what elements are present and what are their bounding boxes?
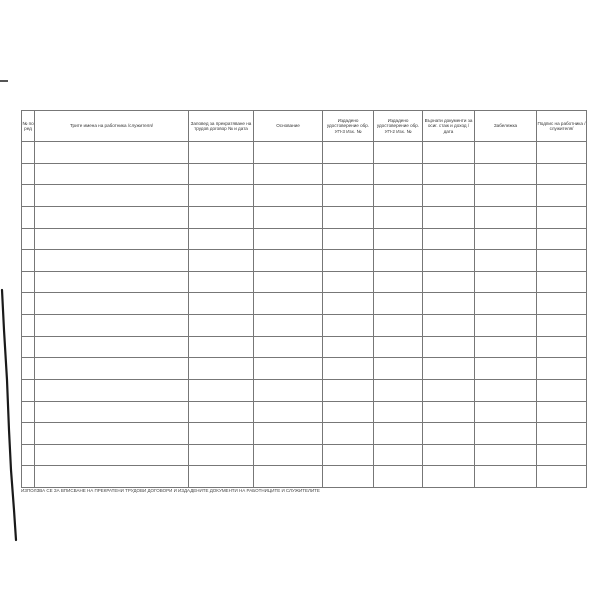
table-cell — [254, 271, 323, 293]
table-cell — [475, 206, 537, 228]
table-cell — [475, 466, 537, 488]
table-cell — [189, 466, 254, 488]
table-cell — [35, 271, 189, 293]
table-cell — [374, 444, 423, 466]
table-cell — [475, 228, 537, 250]
table-cell — [475, 358, 537, 380]
table-cell — [22, 336, 35, 358]
table-cell — [323, 315, 374, 337]
table-cell — [189, 206, 254, 228]
table-cell — [537, 206, 587, 228]
footer-note: ИЗПОЛЗВА СЕ ЗА ВПИСВАНЕ НА ПРЕКРАТЕНИ ТРУДОВИ ДОГОВОРИ И ИЗДАДЕНИТЕ ДОКУМЕНТИ НА РАБОТНИЦИТЕ И СЛУЖИТЕЛИТЕ — [21, 488, 320, 493]
table-cell — [323, 163, 374, 185]
table-cell — [537, 293, 587, 315]
table-cell — [537, 142, 587, 164]
table-cell — [374, 228, 423, 250]
table-cell — [254, 315, 323, 337]
table-cell — [22, 423, 35, 445]
table-cell — [475, 401, 537, 423]
table-cell — [189, 142, 254, 164]
table-cell — [35, 336, 189, 358]
header-certificate-up3: Издадено удостоверение обр. УП-3 Изх. № — [323, 111, 374, 142]
table-cell — [254, 444, 323, 466]
table-cell — [22, 379, 35, 401]
table-cell — [423, 206, 475, 228]
table-cell — [22, 228, 35, 250]
table-cell — [189, 358, 254, 380]
table-cell — [537, 401, 587, 423]
table-row — [22, 358, 587, 380]
table-cell — [374, 206, 423, 228]
table-cell — [475, 142, 537, 164]
table-cell — [189, 423, 254, 445]
table-cell — [323, 401, 374, 423]
table-cell — [22, 250, 35, 272]
table-cell — [323, 293, 374, 315]
table-row — [22, 163, 587, 185]
table-cell — [537, 185, 587, 207]
table-cell — [189, 228, 254, 250]
table-row — [22, 293, 587, 315]
table-cell — [423, 358, 475, 380]
table-cell — [35, 228, 189, 250]
table-cell — [22, 444, 35, 466]
table-cell — [189, 336, 254, 358]
table-row — [22, 228, 587, 250]
scan-mark — [0, 80, 8, 82]
table-cell — [22, 185, 35, 207]
table-cell — [423, 379, 475, 401]
table-cell — [35, 315, 189, 337]
table-cell — [475, 315, 537, 337]
table-cell — [323, 228, 374, 250]
table-cell — [35, 142, 189, 164]
table-cell — [323, 423, 374, 445]
table-cell — [475, 293, 537, 315]
table-cell — [22, 206, 35, 228]
table-row — [22, 142, 587, 164]
table-cell — [35, 163, 189, 185]
table-cell — [423, 423, 475, 445]
table-cell — [323, 336, 374, 358]
table-cell — [35, 185, 189, 207]
table-row — [22, 315, 587, 337]
table-cell — [374, 185, 423, 207]
table-cell — [35, 444, 189, 466]
table-cell — [374, 358, 423, 380]
table-cell — [189, 401, 254, 423]
table-cell — [423, 185, 475, 207]
table-cell — [22, 293, 35, 315]
table-cell — [323, 142, 374, 164]
table-cell — [374, 271, 423, 293]
table-cell — [189, 444, 254, 466]
table-cell — [35, 250, 189, 272]
table-cell — [323, 250, 374, 272]
table-cell — [537, 250, 587, 272]
table-cell — [537, 228, 587, 250]
table-cell — [423, 163, 475, 185]
table-cell — [254, 358, 323, 380]
table-cell — [537, 379, 587, 401]
table-cell — [22, 466, 35, 488]
register-body — [22, 142, 587, 488]
table-cell — [537, 358, 587, 380]
table-row — [22, 336, 587, 358]
header-row — [22, 111, 587, 142]
table-cell — [374, 142, 423, 164]
table-cell — [254, 250, 323, 272]
table-cell — [423, 293, 475, 315]
table-cell — [22, 163, 35, 185]
table-cell — [423, 315, 475, 337]
table-cell — [254, 336, 323, 358]
table-cell — [254, 185, 323, 207]
table-cell — [423, 444, 475, 466]
table-cell — [323, 206, 374, 228]
table-cell — [22, 358, 35, 380]
table-cell — [423, 228, 475, 250]
table-cell — [189, 293, 254, 315]
table-cell — [537, 466, 587, 488]
table-cell — [537, 163, 587, 185]
table-cell — [475, 163, 537, 185]
table-cell — [22, 401, 35, 423]
table-cell — [35, 466, 189, 488]
table-cell — [374, 163, 423, 185]
header-returned-documents: Върнати документи за осиг. стаж и доход / дата — [423, 111, 475, 142]
table-cell — [189, 185, 254, 207]
table-row — [22, 271, 587, 293]
table-cell — [374, 315, 423, 337]
table-cell — [254, 401, 323, 423]
table-cell — [254, 206, 323, 228]
table-cell — [35, 423, 189, 445]
table-cell — [374, 250, 423, 272]
table-cell — [537, 423, 587, 445]
table-row — [22, 379, 587, 401]
table-cell — [323, 271, 374, 293]
table-cell — [254, 379, 323, 401]
table-cell — [189, 163, 254, 185]
table-cell — [475, 185, 537, 207]
table-row — [22, 206, 587, 228]
table-cell — [22, 271, 35, 293]
table-cell — [35, 401, 189, 423]
table-cell — [475, 423, 537, 445]
table-cell — [537, 315, 587, 337]
table-cell — [323, 358, 374, 380]
table-cell — [475, 444, 537, 466]
header-signature: Подпис на работника /служителя/ — [537, 111, 587, 142]
table-cell — [537, 336, 587, 358]
table-cell — [537, 271, 587, 293]
table-cell — [374, 423, 423, 445]
header-employee-name: Трите имена на работника /служителя/ — [35, 111, 189, 142]
table-cell — [475, 250, 537, 272]
table-cell — [475, 271, 537, 293]
table-cell — [374, 293, 423, 315]
header-basis: Основание — [254, 111, 323, 142]
table-cell — [423, 271, 475, 293]
table-row — [22, 250, 587, 272]
table-cell — [254, 228, 323, 250]
header-note: Забележка — [475, 111, 537, 142]
table-cell — [189, 379, 254, 401]
table-cell — [254, 423, 323, 445]
table-cell — [475, 379, 537, 401]
table-cell — [22, 142, 35, 164]
table-cell — [35, 379, 189, 401]
table-cell — [254, 466, 323, 488]
table-cell — [35, 358, 189, 380]
table-cell — [374, 379, 423, 401]
table-cell — [35, 206, 189, 228]
table-row — [22, 401, 587, 423]
table-cell — [254, 293, 323, 315]
table-cell — [189, 315, 254, 337]
table-cell — [423, 401, 475, 423]
table-row — [22, 444, 587, 466]
table-cell — [189, 271, 254, 293]
table-cell — [423, 142, 475, 164]
table-cell — [323, 185, 374, 207]
table-cell — [374, 401, 423, 423]
table-cell — [374, 336, 423, 358]
table-cell — [323, 444, 374, 466]
register-table — [21, 110, 587, 488]
table-cell — [323, 379, 374, 401]
header-termination-order: Заповед за прекратяване на трудов договор № и дата — [189, 111, 254, 142]
table-cell — [35, 293, 189, 315]
table-cell — [423, 250, 475, 272]
table-cell — [423, 466, 475, 488]
table-row — [22, 185, 587, 207]
table-cell — [22, 315, 35, 337]
table-cell — [254, 142, 323, 164]
table-cell — [475, 336, 537, 358]
header-certificate-up2: Издадено удостоверение обр. УП-2 Изх. № — [374, 111, 423, 142]
table-cell — [423, 336, 475, 358]
table-cell — [374, 466, 423, 488]
table-cell — [323, 466, 374, 488]
table-row — [22, 423, 587, 445]
table-cell — [537, 444, 587, 466]
table-cell — [189, 250, 254, 272]
header-row-number: № по ред — [22, 111, 35, 142]
table-cell — [254, 163, 323, 185]
table-row — [22, 466, 587, 488]
